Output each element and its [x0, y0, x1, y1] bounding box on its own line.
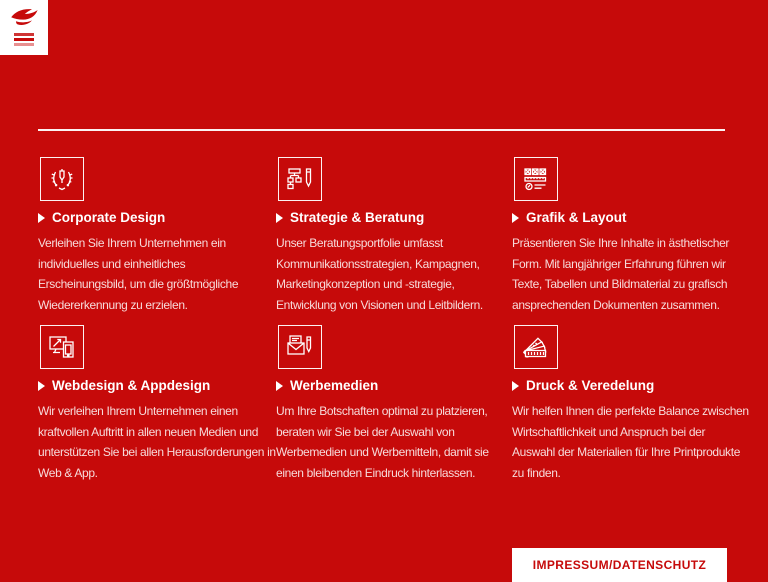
- service-title: Grafik & Layout: [526, 210, 627, 225]
- service-card-strategie-beratung[interactable]: [276, 157, 506, 315]
- service-description: Verleihen Sie Ihrem Unternehmen ein individuelles und einheitliches Erscheinungsbild, um die größtmögliche Wiedererkennung zu erzielen.: [38, 236, 239, 312]
- chevron-right-icon: [38, 213, 45, 223]
- color-swatches-icon: [514, 325, 558, 369]
- responsive-devices-icon: [40, 325, 84, 369]
- service-description: Unser Beratungsportfolie umfasst Kommunikationsstrategien, Kampagnen, Marketingkonzeption und -strategie, Entwicklung von Visionen und Leitbildern.: [276, 236, 483, 312]
- chevron-right-icon: [512, 381, 519, 391]
- layout-grid-icon: [514, 157, 558, 201]
- logo-panel[interactable]: [0, 0, 48, 55]
- service-card-grafik-layout[interactable]: [512, 157, 742, 315]
- service-title: Corporate Design: [52, 210, 166, 225]
- service-card-corporate-design[interactable]: [38, 157, 268, 315]
- service-card-webdesign-appdesign[interactable]: [38, 325, 276, 483]
- laurel-pen-icon: [40, 157, 84, 201]
- service-title: Werbemedien: [290, 378, 379, 393]
- service-description: Wir helfen Ihnen die perfekte Balance zwischen Wirtschaftlichkeit und Anspruch bei der Auswahl der Materialien für Ihre Printprodukte zu finden.: [512, 404, 749, 480]
- service-description: Um Ihre Botschaften optimal zu platzieren, beraten wir Sie bei der Auswahl von Werbemedien und Werbemitteln, damit sie einen bleibenden Eindruck hinterlassen.: [276, 404, 489, 480]
- bird-logo-icon[interactable]: [8, 5, 40, 31]
- service-description: Präsentieren Sie Ihre Inhalte in ästhetischer Form. Mit langjähriger Erfahrung führen wir Texte, Tabellen und Bildmaterial zu grafisch ansprechenden Dokumenten zusammen.: [512, 236, 730, 312]
- chevron-right-icon: [276, 381, 283, 391]
- service-title: Druck & Veredelung: [526, 378, 655, 393]
- envelope-pen-icon: [278, 325, 322, 369]
- service-title: Strategie & Beratung: [290, 210, 425, 225]
- impressum-datenschutz-button[interactable]: IMPRESSUM/DATENSCHUTZ: [512, 548, 727, 582]
- service-card-werbemedien[interactable]: [276, 325, 506, 483]
- header-divider: [38, 129, 725, 131]
- service-card-druck-veredelung[interactable]: [512, 325, 749, 483]
- chevron-right-icon: [38, 381, 45, 391]
- service-title: Webdesign & Appdesign: [52, 378, 211, 393]
- service-description: Wir verleihen Ihrem Unternehmen einen kraftvollen Auftritt in allen neuen Medien und unterstützen Sie bei allen Herausforderungen in Web & App.: [38, 404, 276, 480]
- hamburger-menu-icon[interactable]: [14, 33, 34, 46]
- chevron-right-icon: [276, 213, 283, 223]
- chevron-right-icon: [512, 213, 519, 223]
- orgchart-pencil-icon: [278, 157, 322, 201]
